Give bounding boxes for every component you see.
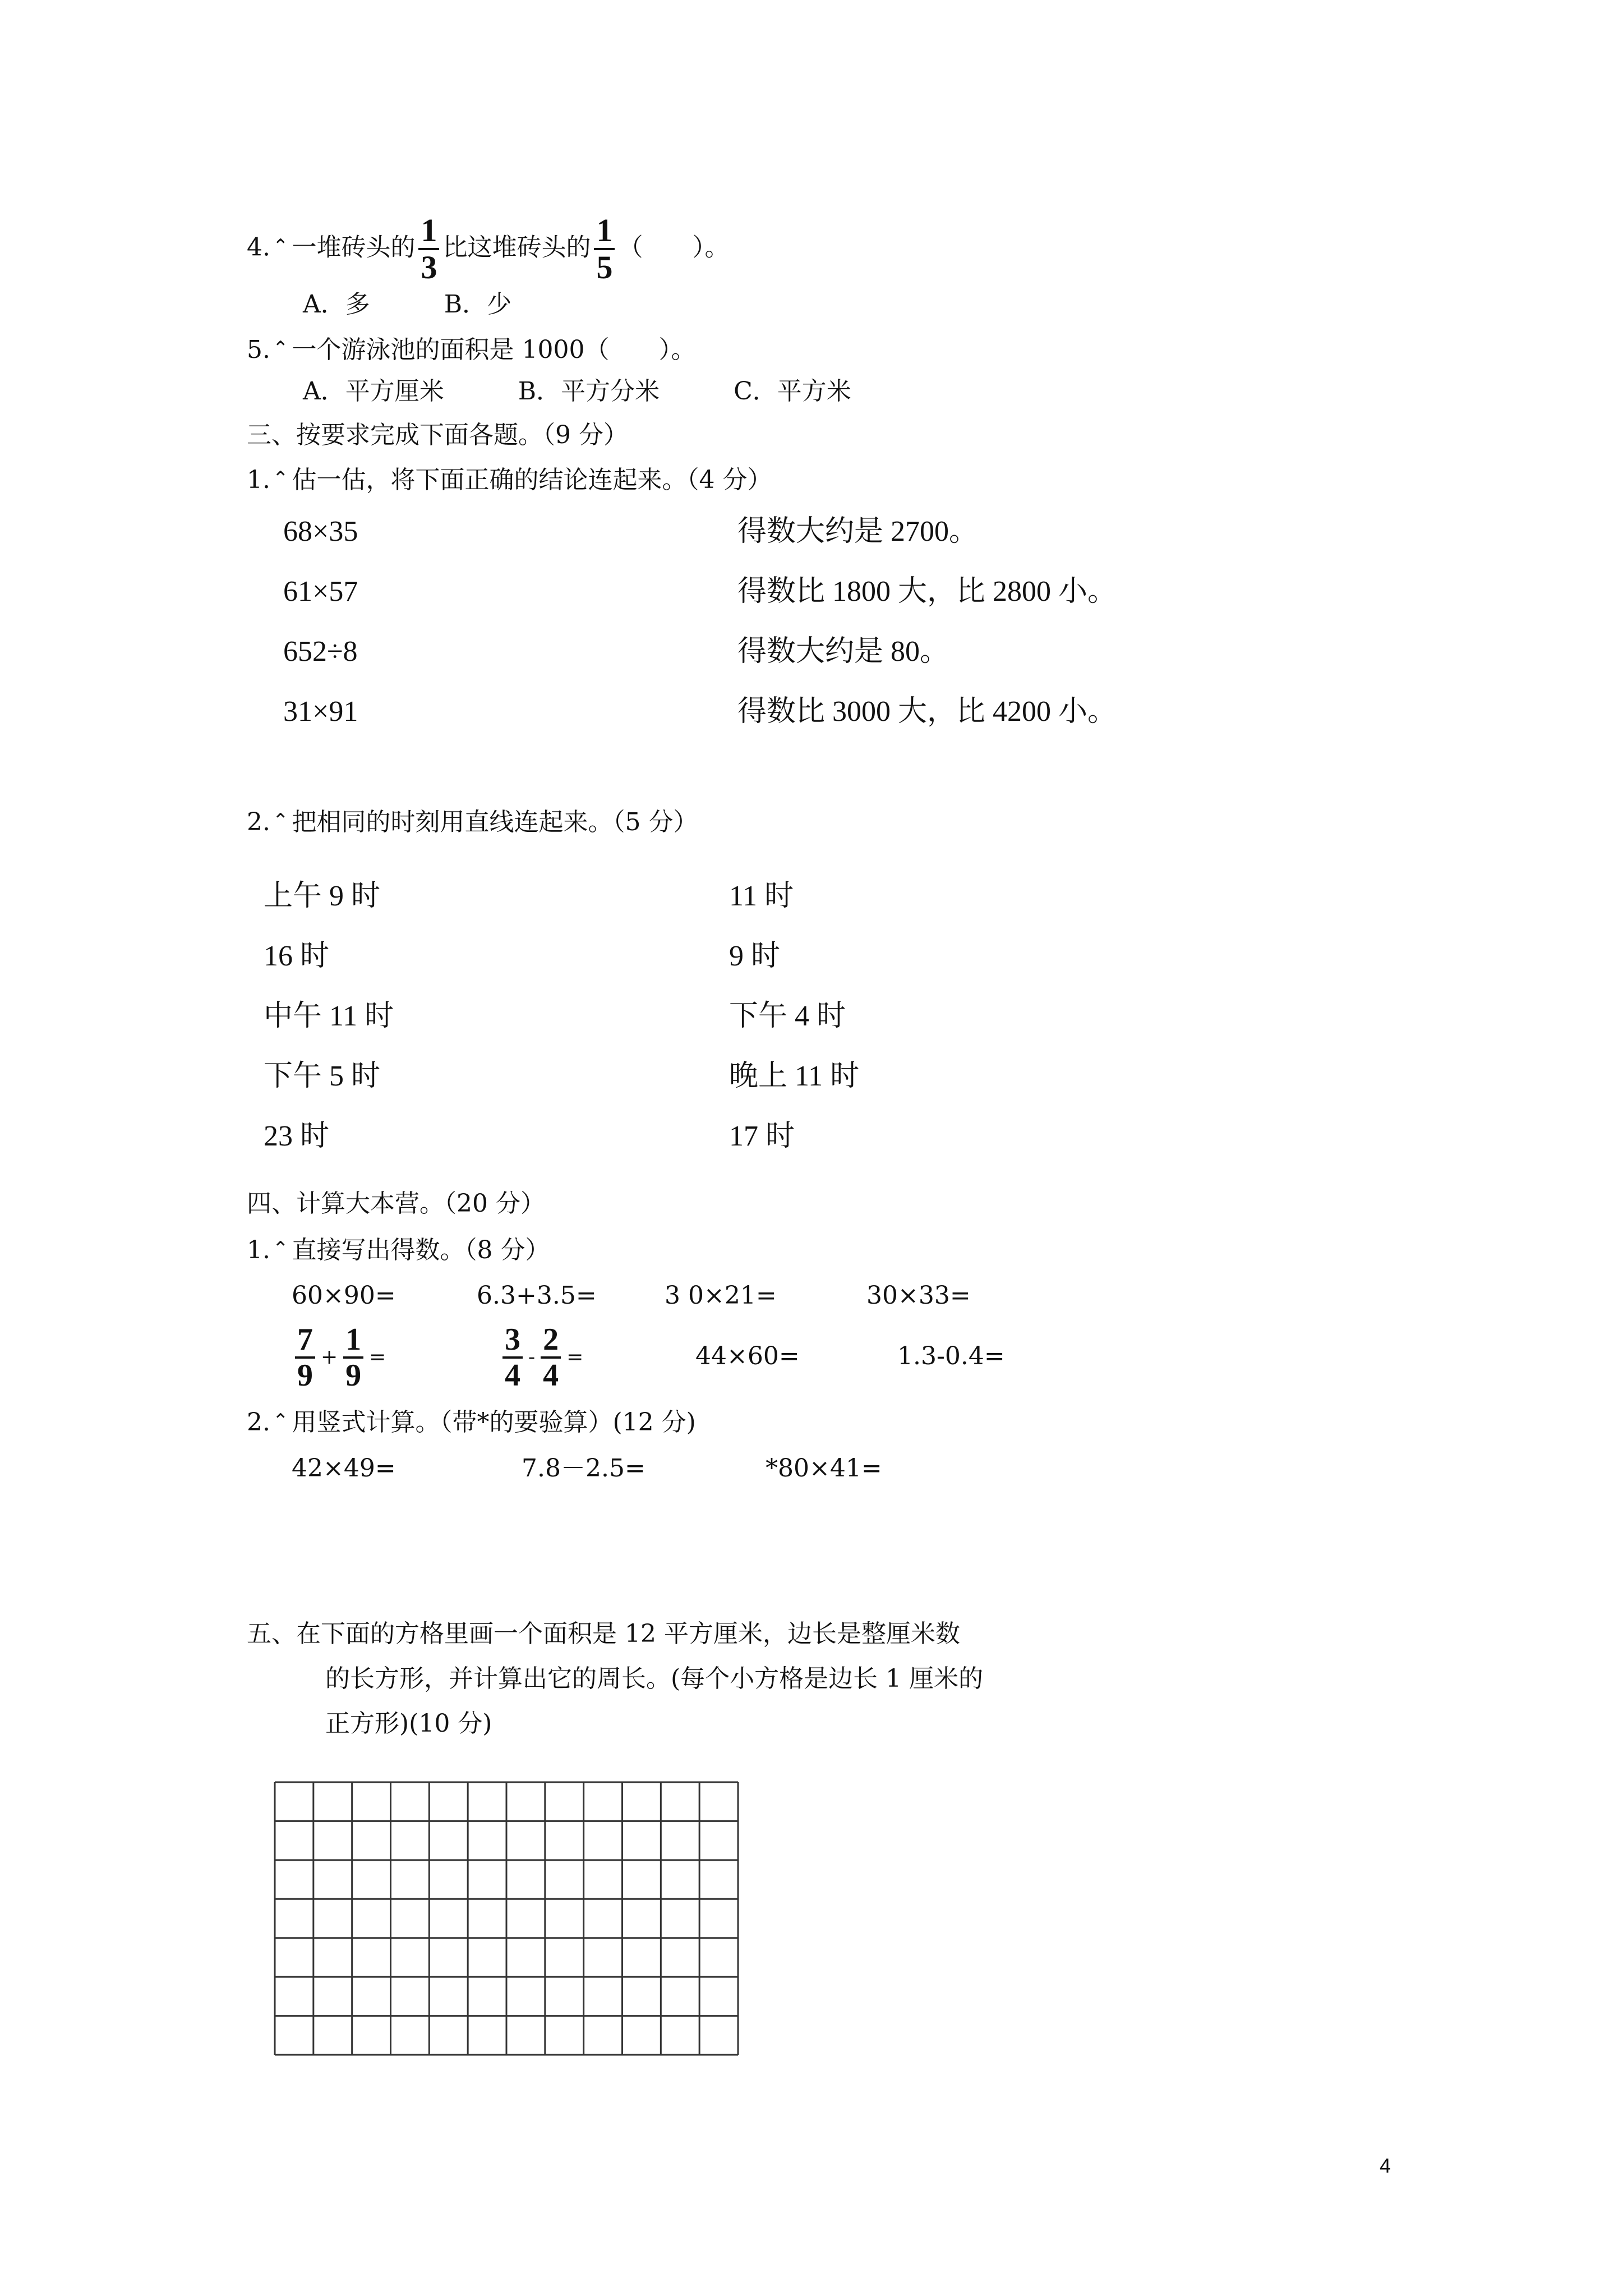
- time-right-5: 17 时: [729, 1120, 795, 1152]
- caret-icon: ⌃: [272, 234, 289, 257]
- time-right-1: 11 时: [729, 880, 794, 912]
- calc-item: 60×90=: [292, 1281, 396, 1310]
- time-left-1: 上午 9 时: [264, 880, 381, 912]
- question-5-options: A．平方厘米 B．平方分米 C．平方米: [303, 377, 851, 406]
- fraction-one-fifth: $\frac{1}{5}$: [594, 213, 615, 285]
- section-5-line-2: 的长方形，并计算出它的周长。(每个小方格是边长 1 厘米的: [325, 1664, 984, 1693]
- calc-item: 3 0×21=: [665, 1281, 777, 1310]
- question-5: [247, 333, 695, 366]
- calc-item: 6.3+3.5=: [477, 1281, 597, 1310]
- section-3-title: 三、按要求完成下面各题。（9 分）: [247, 421, 628, 449]
- estimate-right-4: 得数比 3000 大，比 4200 小。: [737, 696, 1117, 728]
- caret-icon: ⌃: [272, 337, 289, 360]
- time-left-5: 23 时: [264, 1120, 330, 1152]
- question-text: 一堆砖头的: [292, 233, 416, 262]
- estimate-left-3: 652÷8: [283, 636, 358, 668]
- vertical-calc-item: 42×49=: [292, 1454, 396, 1483]
- fraction: $\frac{3}{4}$: [502, 1323, 523, 1392]
- question-number: 4.: [247, 233, 270, 262]
- question-4-options: A．多 B．少: [303, 290, 512, 319]
- caret-icon: ⌃: [272, 809, 289, 832]
- calc-item: 30×33=: [866, 1281, 971, 1310]
- section-4-question-1: 1. ⌃ 直接写出得数。（8 分）: [247, 1233, 550, 1266]
- drawing-grid[interactable]: [274, 1781, 739, 2056]
- fraction: $\frac{7}{9}$: [295, 1323, 315, 1392]
- caret-icon: ⌃: [272, 1237, 289, 1260]
- answer-blank: （ ）。: [618, 233, 730, 262]
- caret-icon: ⌃: [272, 467, 289, 490]
- fraction-one-third: $\frac{1}{3}$: [418, 213, 439, 285]
- calc-item: 1.3-0.4=: [897, 1342, 1005, 1370]
- section-5-line-3: 正方形)(10 分): [325, 1709, 492, 1738]
- time-left-4: 下午 5 时: [264, 1060, 381, 1092]
- page-number: 4: [1380, 2154, 1391, 2177]
- section-4-question-2: 2. ⌃ 用竖式计算。（带*的要验算）(12 分): [247, 1405, 696, 1438]
- time-right-3: 下午 4 时: [729, 1000, 846, 1032]
- vertical-calc-item: *80×41=: [766, 1454, 882, 1483]
- estimate-right-1: 得数大约是 2700。: [737, 516, 979, 547]
- section-4-title: 四、计算大本营。（20 分）: [247, 1189, 545, 1218]
- question-text: 比这堆砖头的: [442, 233, 591, 262]
- question-4: [247, 213, 729, 285]
- estimate-right-2: 得数比 1800 大，比 2800 小。: [737, 576, 1117, 608]
- time-right-4: 晚上 11 时: [729, 1060, 860, 1092]
- estimate-left-2: 61×57: [283, 576, 358, 608]
- fraction: $\frac{1}{9}$: [343, 1323, 363, 1392]
- time-right-2: 9 时: [729, 940, 781, 972]
- section-3-question-1: 1. ⌃ 估一估，将下面正确的结论连起来。（4 分）: [247, 463, 772, 496]
- calc-item: 44×60=: [695, 1342, 800, 1370]
- section-3-question-2: 2. ⌃ 把相同的时刻用直线连起来。（5 分）: [247, 805, 698, 838]
- estimate-left-4: 31×91: [283, 696, 358, 728]
- section-5-line-1: 五、在下面的方格里画一个面积是 12 平方厘米，边长是整厘米数: [247, 1619, 960, 1648]
- time-left-3: 中午 11 时: [264, 1000, 394, 1032]
- caret-icon: ⌃: [272, 1410, 289, 1432]
- estimate-left-1: 68×35: [283, 516, 358, 547]
- fraction-sum: $\frac{7}{9}$ + $\frac{1}{9}$ =: [292, 1323, 388, 1392]
- fraction-difference: $\frac{3}{4}$ - $\frac{2}{4}$ =: [499, 1323, 585, 1392]
- estimate-right-3: 得数大约是 80。: [737, 636, 949, 668]
- vertical-calc-item: 7.8－2.5=: [522, 1454, 645, 1483]
- time-left-2: 16 时: [264, 940, 330, 972]
- question-number: 5.: [247, 335, 270, 364]
- question-text: 一个游泳池的面积是 1000（ ）。: [292, 335, 696, 364]
- fraction: $\frac{2}{4}$: [541, 1323, 561, 1392]
